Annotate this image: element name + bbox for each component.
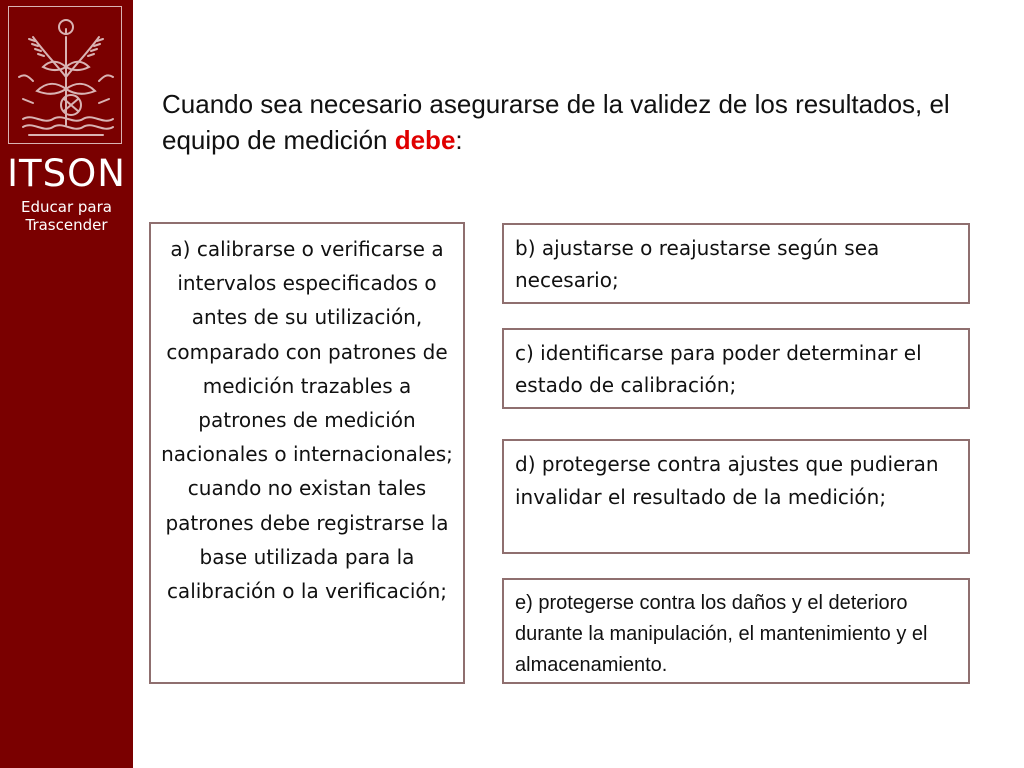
requirement-text-b: b) ajustarse o reajustarse según sea necesario;: [515, 236, 880, 292]
brand-slogan: [0, 198, 133, 234]
requirement-box-a: [149, 222, 465, 684]
requirement-text-a: a) calibrarse o verificarse a intervalos especificados o antes de su utilización, comparado con patrones de medición trazables a patrones de medición nacionales o internacionales; cuando no existan tales patrones debe registrarse la base utilizada para la calibración o la verificación;: [161, 237, 453, 604]
requirement-box-c: [502, 328, 970, 409]
slide-title: [162, 86, 962, 158]
slogan-line-1: Educar para: [21, 198, 112, 216]
title-text: Cuando sea necesario asegurarse de la validez de los resultados, el equipo de medición: [162, 89, 950, 155]
slogan-line-2: Trascender: [25, 216, 108, 234]
requirement-box-e: [502, 578, 970, 684]
sidebar: [0, 0, 133, 768]
title-highlight: debe: [394, 125, 456, 155]
requirement-text-d: d) protegerse contra ajustes que pudieran invalidar el resultado de la medición;: [515, 452, 939, 509]
emblem-icon: [9, 7, 123, 145]
requirement-text-e: e) protegerse contra los daños y el deterioro durante la manipulación, el mantenimiento y el almacenamiento.: [515, 592, 928, 676]
title-end: :: [455, 125, 463, 155]
brand-name: ITSON: [7, 152, 126, 195]
requirement-text-c: c) identificarse para poder determinar el estado de calibración;: [515, 341, 922, 397]
requirement-box-b: [502, 223, 970, 304]
requirement-box-d: [502, 439, 970, 554]
itson-emblem-logo: [8, 6, 122, 144]
